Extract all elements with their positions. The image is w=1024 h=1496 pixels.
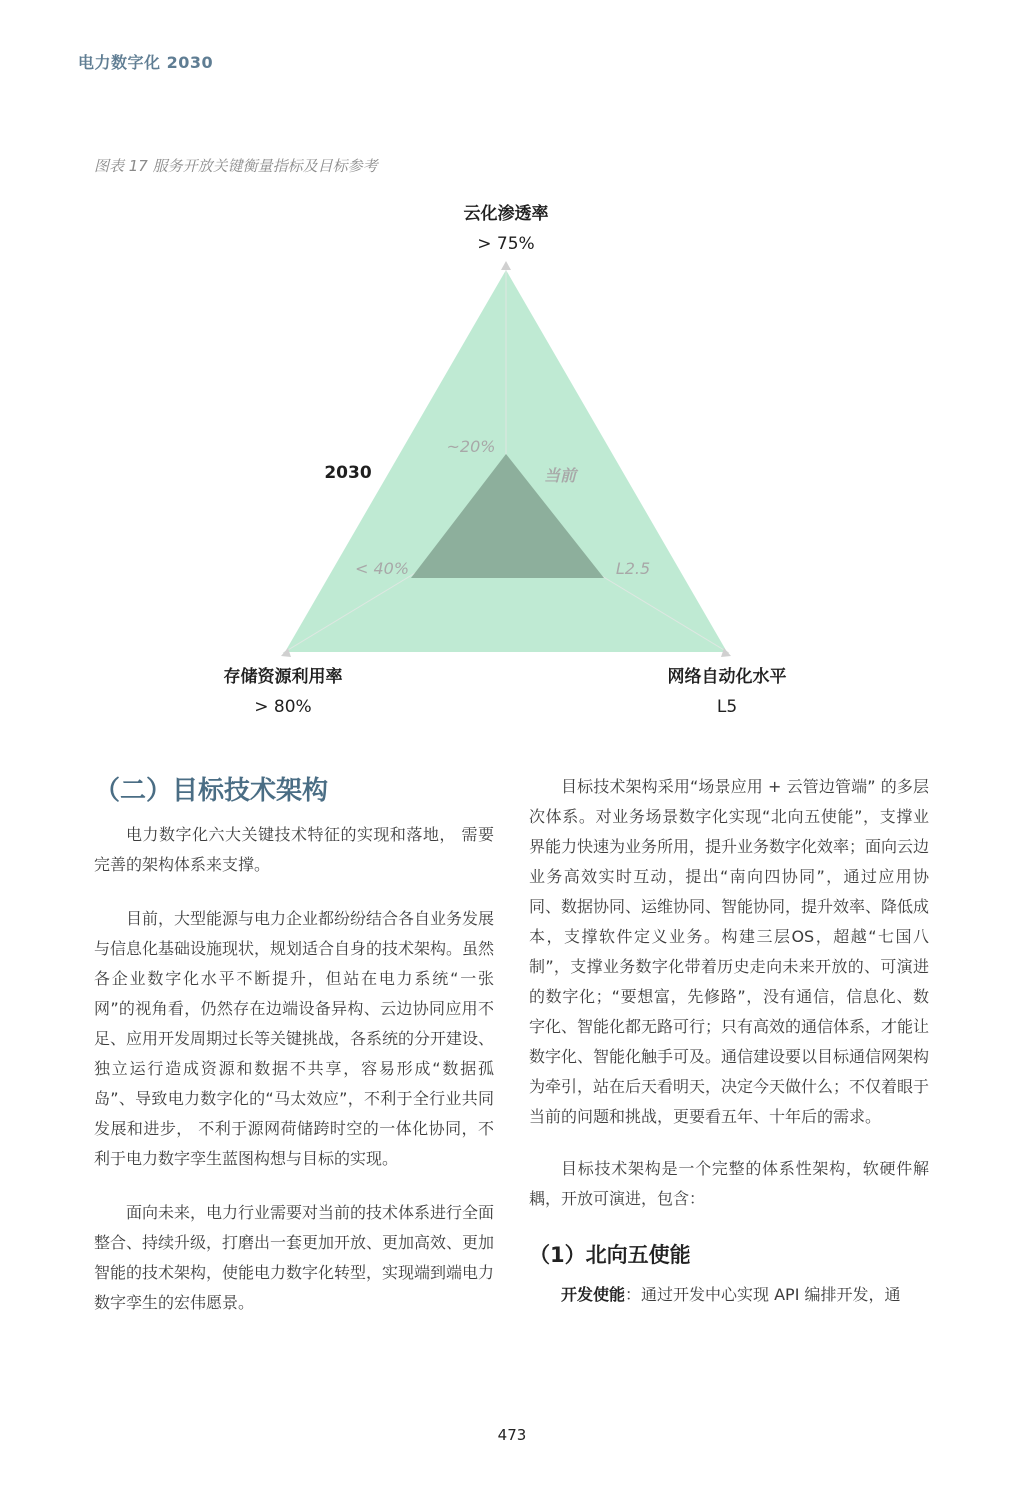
left-paragraph-2: 目前，大型能源与电力企业都纷纷结合各自业务发展与信息化基础设施现状，规划适合自身的技术架构。虽然各企业数字化水平不断提升，但站在电力系统“一张网”的视角看，仍然存在边端设备异构、云边协同应用不足、应用开发周期过长等关键挑战，各系统的分开建设、独立运行造成资源和数据不共享，容易形成“数据孤岛”、导致电力数字化的“马太效应”，不利于全行业共同发展和进步， 不利于源网荷储跨时空的一体化协同，不利于电力数字孪生蓝图构想与目标的实现。	[94, 909, 495, 1168]
item-paragraph	[529, 1280, 929, 1310]
axis-label-network: 网络自动化水平	[667, 667, 787, 687]
right-paragraph-1: 目标技术架构采用“场景应用 + 云管边管端” 的多层次体系。对业务场景数字化实现“北向五使能”，支撑业界能力快速为业务所用，提升业务数字化效率；面向云边业务高效实时互动，提出“南向四协同”，通过应用协同、数据协同、运维协同、智能协同，提升效率、降低成本，支撑软件定义业务。构建三层OS，超越“七国八制”，支撑业务数字化带着历史走向未来开放的、可演进的数字化；“要想富，先修路”，没有通信，信息化、数字化、智能化都无路可行；只有高效的通信体系，才能让数字化、智能化触手可及。通信建设要以目标通信网架构为牵引，站在后天看明天，决定今天做什么；不仅着眼于当前的问题和挑战，更要看五年、十年后的需求。	[529, 777, 930, 1126]
axis-target-network: L5	[716, 697, 738, 717]
series-label-2030: 2030	[324, 463, 372, 483]
series-label-current: 当前	[543, 466, 577, 485]
right-paragraph-2: 目标技术架构是一个完整的体系性架构，软硬件解耦，开放可演进，包含：	[529, 1159, 929, 1208]
section-heading: （二）目标技术架构	[94, 776, 329, 806]
figure-caption: 图表 17 服务开放关键衡量指标及目标参考	[94, 157, 378, 175]
left-paragraph-3: 面向未来，电力行业需要对当前的技术体系进行全面整合、持续升级，打磨出一套更加开放、更加高效、更加智能的技术架构，使能电力数字化转型，实现端到端电力数字孪生的宏伟愿景。	[94, 1203, 495, 1312]
current-value-cloud: ~20%	[446, 437, 496, 456]
axis-label-storage: 存储资源利用率	[223, 667, 343, 687]
item-label: 开发使能	[561, 1285, 626, 1304]
right-column	[529, 772, 929, 1310]
radar-chart	[180, 190, 840, 730]
left-column	[94, 772, 494, 1318]
current-value-network: L2.5	[615, 559, 651, 578]
subsection-heading: （1）北向五使能	[529, 1243, 691, 1267]
left-paragraph-1: 电力数字化六大关键技术特征的实现和落地， 需要完善的架构体系来支撑。	[94, 825, 494, 874]
axis-label-cloud: 云化渗透率	[463, 204, 549, 224]
page-number: 473	[497, 1426, 527, 1444]
axis-arrow-top	[501, 261, 511, 270]
item-text: ：通过开发中心实现 API 编排开发，通	[625, 1285, 901, 1304]
axis-target-storage: > 80%	[254, 697, 312, 717]
running-header: 电力数字化 2030	[78, 53, 214, 72]
current-value-storage: < 40%	[354, 559, 410, 578]
axis-target-cloud: > 75%	[477, 234, 535, 254]
